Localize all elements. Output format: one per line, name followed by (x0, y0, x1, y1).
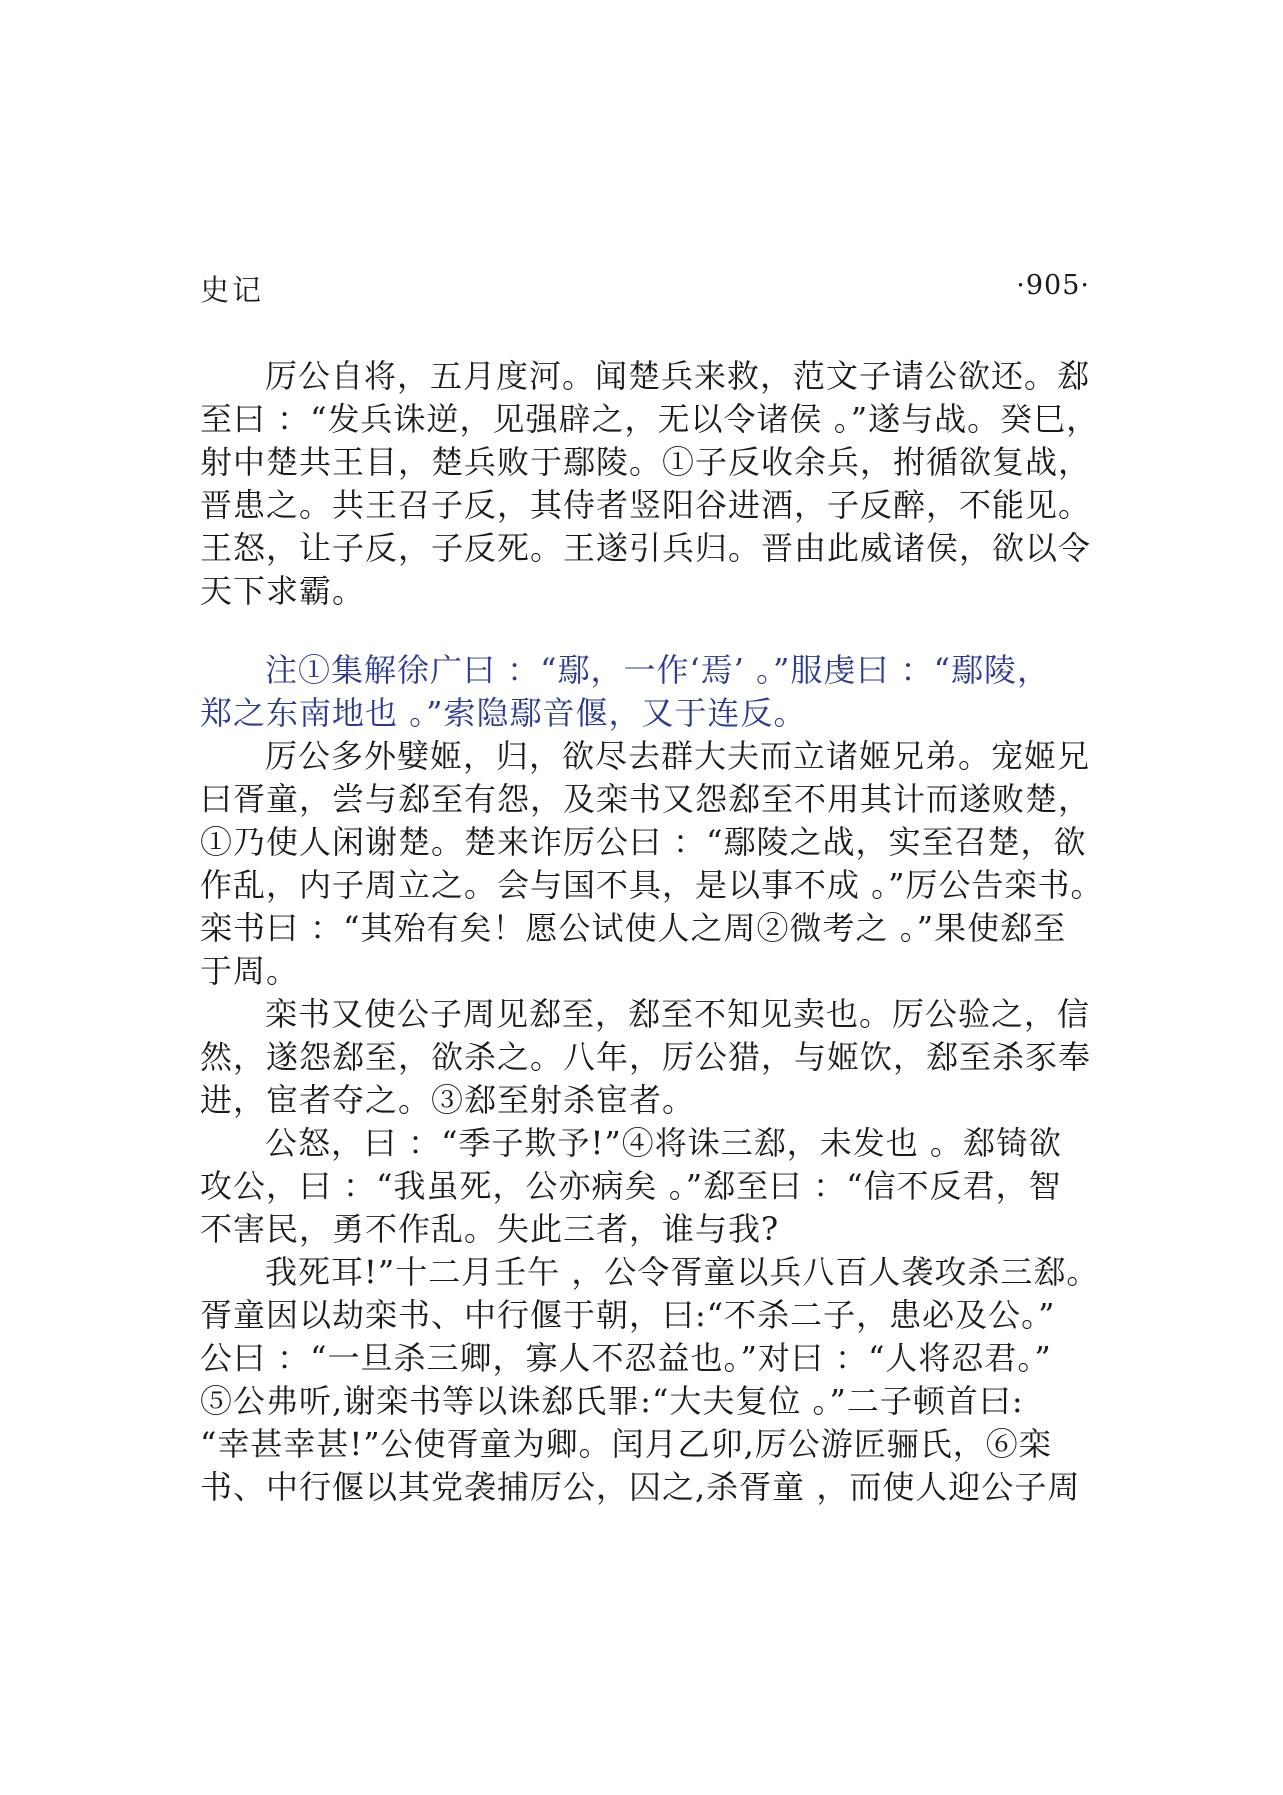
text-line: 曰胥童，尝与郄至有怨，及栾书又怨郄至不用其计而遂败楚， (200, 780, 1092, 818)
body-text (200, 355, 1104, 1509)
note-line: 注①集解徐广曰 ：“鄢，一作‘焉’ 。”服虔曰 ：“鄢陵， (265, 651, 1050, 689)
text-line: 公怒，曰 ：“季子欺予!”④将诛三郄，未发也 。郄锜欲 (265, 1124, 1062, 1162)
text-line: 攻公，曰 ：“我虽死，公亦病矣 。”郄至曰 ：“信不反君，智 (200, 1167, 1062, 1205)
paragraph (200, 1122, 1100, 1251)
text-line: 厉公自将，五月度河。闻楚兵来救，范文子请公欲还。郄 (265, 357, 1091, 395)
text-line: 于周。 (200, 952, 300, 990)
text-line: 然，遂怨郄至，欲杀之。八年，厉公猎，与姬饮，郄至杀豕奉 (200, 1038, 1092, 1076)
text-line: 胥童因以劫栾书、中行偃于朝，曰:“不杀二子，患必及公。” (200, 1296, 1056, 1334)
text-line: ①乃使人闲谢楚。楚来诈厉公曰 ：“鄢陵之战，实至召楚，欲 (200, 823, 1087, 861)
paragraph (200, 1251, 1100, 1509)
text-line: 不害民，勇不作乱。失此三者，谁与我? (200, 1210, 780, 1248)
text-line: 王怒，让子反，子反死。王遂引兵归。晋由此威诸侯，欲以令 (200, 529, 1092, 567)
note-line: 郑之东南地也 。”索隐鄢音偃，又于连反。 (200, 694, 807, 732)
page-number: ·905· (1016, 270, 1090, 301)
annotation-note (200, 649, 1100, 735)
text-line: 书、中行偃以其党袭捕厉公，囚之,杀胥童 ，而使人迎公子周 (200, 1468, 1081, 1506)
text-line: 公曰 ：“一旦杀三卿，寡人不忍益也。”对曰 ：“人将忍君。” (200, 1339, 1052, 1377)
paragraph (200, 735, 1104, 993)
text-line: 栾书又使公子周见郄至，郄至不知见卖也。厉公验之，信 (265, 995, 1091, 1033)
text-line: 射中楚共王目，楚兵败于鄢陵。①子反收余兵，拊循欲复战， (200, 443, 1092, 481)
text-line: 晋患之。共王召子反，其侍者竖阳谷进酒，子反醉，不能见。 (200, 486, 1092, 524)
paragraph-gap (200, 613, 1100, 649)
text-line: 我死耳!”十二月壬午 ，公令胥童以兵八百人袭攻杀三郄。 (265, 1253, 1100, 1291)
text-line: 栾书曰 ：“其殆有矣！愿公试使人之周②微考之 。”果使郄至 (200, 909, 1067, 947)
book-title: 史记 (200, 273, 265, 307)
text-line: 天下求霸。 (200, 572, 366, 610)
running-header (200, 268, 1090, 308)
paragraph (200, 993, 1100, 1122)
text-line: 至曰 ：“发兵诛逆，见强辟之，无以令诸侯 。”遂与战。癸巳， (200, 400, 1100, 438)
paragraph (200, 355, 1100, 613)
text-line: 作乱，内子周立之。会与国不具，是以事不成 。”厉公告栾书。 (200, 866, 1104, 904)
text-line: 厉公多外嬖姬，归，欲尽去群大夫而立诸姬兄弟。宠姬兄 (265, 737, 1091, 775)
text-line: “幸甚幸甚!”公使胥童为卿。闰月乙卯,厉公游匠骊氏，⑥栾 (200, 1425, 1052, 1463)
text-line: 进，宦者夺之。③郄至射杀宦者。 (200, 1081, 696, 1119)
text-line: ⑤公弗听,谢栾书等以诛郄氏罪:“大夫复位 。”二子顿首曰: (200, 1382, 1024, 1420)
